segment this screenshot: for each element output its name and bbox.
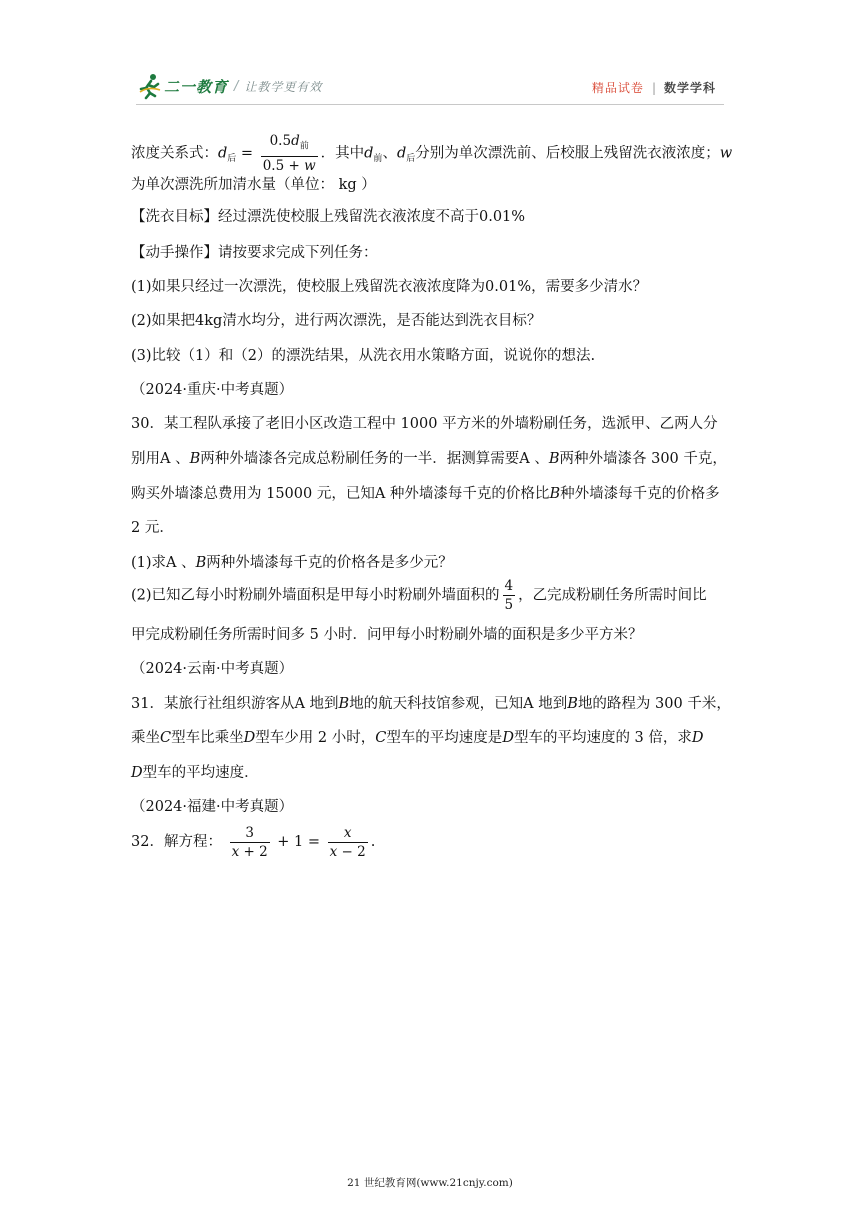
q32-f1-den: [230, 843, 270, 861]
q32-fraction-1: [230, 824, 270, 861]
var-d-car-4: D: [131, 765, 143, 781]
q30-p2a: (2)已知乙每小时粉刷外墙面积是甲每小时粉刷外墙面积的: [131, 587, 500, 604]
task-3: (3)比较（1）和（2）的漂洗结果，从洗衣用水策略方面，说说你的想法.: [131, 348, 596, 364]
q31-var-b-2: B: [567, 696, 578, 712]
q30-l2a: 别用A 、: [131, 451, 190, 467]
var-d-before: d: [364, 145, 374, 162]
var-b: B: [189, 451, 201, 467]
quality-tag: 精品试卷: [591, 81, 644, 95]
source-chongqing: （2024·重庆·中考真题）: [131, 382, 294, 398]
q31-line-3: [131, 761, 259, 785]
q32-end: .: [370, 834, 376, 850]
equals-sign: =: [240, 145, 254, 162]
num-coef: 0.5: [269, 133, 292, 149]
var-c-2: C: [375, 730, 387, 746]
runner-logo-icon: [138, 72, 162, 100]
var-d-car-2: D: [502, 730, 514, 746]
q31-var-b: B: [338, 696, 350, 712]
var-d-car: D: [243, 730, 256, 746]
q31-l2e: 型车的平均速度的 3 倍，求: [513, 730, 692, 746]
source-yunnan: （2024·云南·中考真题）: [131, 661, 294, 677]
source-fujian: （2024·福建·中考真题）: [131, 799, 294, 815]
var-d-after: d: [396, 145, 407, 162]
sub-after-2: 后: [406, 154, 416, 165]
q30-p1a: (1)求A 、: [131, 555, 196, 571]
var-d: d: [218, 145, 228, 162]
var-c: C: [160, 730, 172, 746]
q32-fraction-2: [328, 824, 368, 861]
brand-name: 二一教育: [164, 77, 229, 96]
comma: 、: [382, 145, 397, 162]
brand-slogan: 让教学更有效: [244, 79, 323, 94]
header-rule: [136, 104, 724, 105]
concentration-fraction: [261, 132, 318, 175]
q32-plus-one: + 1 =: [277, 834, 321, 850]
q30-line-3: [131, 482, 720, 506]
formula-line: [131, 132, 732, 175]
formula-prefix: 浓度关系式：: [131, 145, 218, 162]
q31-l2b: 型车比乘坐: [171, 730, 244, 746]
q32-f2-den: [328, 843, 368, 861]
var-b-4: B: [195, 555, 207, 571]
hands-on-operation: 【动手操作】请按要求完成下列任务：: [131, 245, 378, 261]
q31-line-2: [131, 726, 704, 750]
frac-num: 4: [504, 578, 514, 594]
page-header: [0, 0, 860, 110]
q31-l2c: 型车少用 2 小时，: [255, 730, 376, 746]
q32-f1-num: 3: [230, 824, 270, 843]
q31-line-1: [131, 692, 731, 716]
header-tags: [592, 79, 716, 96]
brand-logo: [138, 70, 338, 102]
task-1: (1)如果只经过一次漂洗，使校服上残留洗衣液浓度降为0.01%，需要多少清水？: [131, 279, 648, 295]
sub-after: 后: [227, 154, 237, 165]
q30-p1b: 两种外墙漆每千克的价格各是多少元？: [206, 555, 453, 571]
var-d-car-3: D: [691, 730, 704, 746]
sub-before: 前: [373, 154, 383, 165]
var-b-2: B: [548, 451, 560, 467]
page-footer: 21 世纪教育网(www.21cnjy.com): [347, 1177, 513, 1189]
formula-mid: ．其中: [320, 145, 365, 162]
q32-f2-num: x: [328, 824, 368, 843]
num-var-d: d: [291, 133, 300, 149]
q32-f1-rest: + 2: [239, 843, 268, 860]
den-var-w: w: [304, 157, 316, 174]
q30-line-1: 30．某工程队承接了老旧小区改造工程中 1000 平方米的外墙粉刷任务，选派甲、乙两人分: [131, 416, 718, 432]
q30-part-1: [131, 551, 453, 575]
q31-l1a: 31．某旅行社组织游客从A 地到: [131, 696, 339, 712]
den-const: 0.5 +: [262, 157, 305, 174]
formula-line-2: 为单次漂洗所加清水量（单位： kg ）: [131, 177, 376, 193]
subject-label: 数学学科: [663, 81, 716, 95]
q31-l3: 型车的平均速度．: [142, 765, 259, 781]
q30-l2b: 两种外墙漆各完成总粉刷任务的一半．据测算需要A 、: [200, 451, 549, 467]
laundry-goal: 【洗衣目标】经过漂洗使校服上残留洗衣液浓度不高于0.01%: [131, 209, 526, 225]
q32-f1-x: x: [231, 843, 240, 860]
q30-part-2: [131, 577, 707, 614]
q31-l1b: 地的航天科技馆参观，已知A 地到: [349, 696, 568, 712]
fraction-numerator: [261, 132, 318, 157]
q30-line-2: [131, 447, 727, 471]
var-b-3: B: [549, 486, 561, 502]
q31-l1c: 地的路程为 300 千米，: [577, 696, 731, 712]
q30-p2b: ，乙完成粉刷任务所需时间比: [518, 587, 707, 604]
num-sub-before: 前: [299, 141, 309, 152]
fraction-denominator: [261, 157, 318, 175]
var-w: w: [719, 145, 733, 162]
q30-l3b: 种外墙漆每千克的价格多: [560, 486, 720, 502]
q30-l2c: 两种外墙漆各 300 千克，: [559, 451, 727, 467]
q30-part-2-cont: 甲完成粉刷任务所需时间多 5 小时．问甲每小时粉刷外墙的面积是多少平方米？: [131, 627, 643, 643]
frac-den: 5: [504, 597, 514, 613]
q32-f2-x: x: [329, 843, 338, 860]
q32-equation: [131, 822, 375, 862]
q32-f2-rest: − 2: [337, 843, 366, 860]
formula-suffix: 分别为单次漂洗前、后校服上残留洗衣液浓度；: [415, 145, 720, 162]
q30-line-4: 2 元．: [131, 520, 174, 536]
q30-l3a: 购买外墙漆总费用为 15000 元，已知A 种外墙漆每千克的价格比: [131, 486, 550, 502]
q31-l2a: 乘坐: [131, 730, 160, 746]
q32-prefix: 32．解方程：: [131, 834, 222, 850]
logo-separator: /: [234, 78, 239, 94]
four-fifths-fraction: [503, 577, 516, 614]
q31-l2d: 型车的平均速度是: [386, 730, 503, 746]
task-2: (2)如果把4kg清水均分，进行两次漂洗，是否能达到洗衣目标？: [131, 313, 542, 329]
header-divider: |: [651, 80, 656, 95]
